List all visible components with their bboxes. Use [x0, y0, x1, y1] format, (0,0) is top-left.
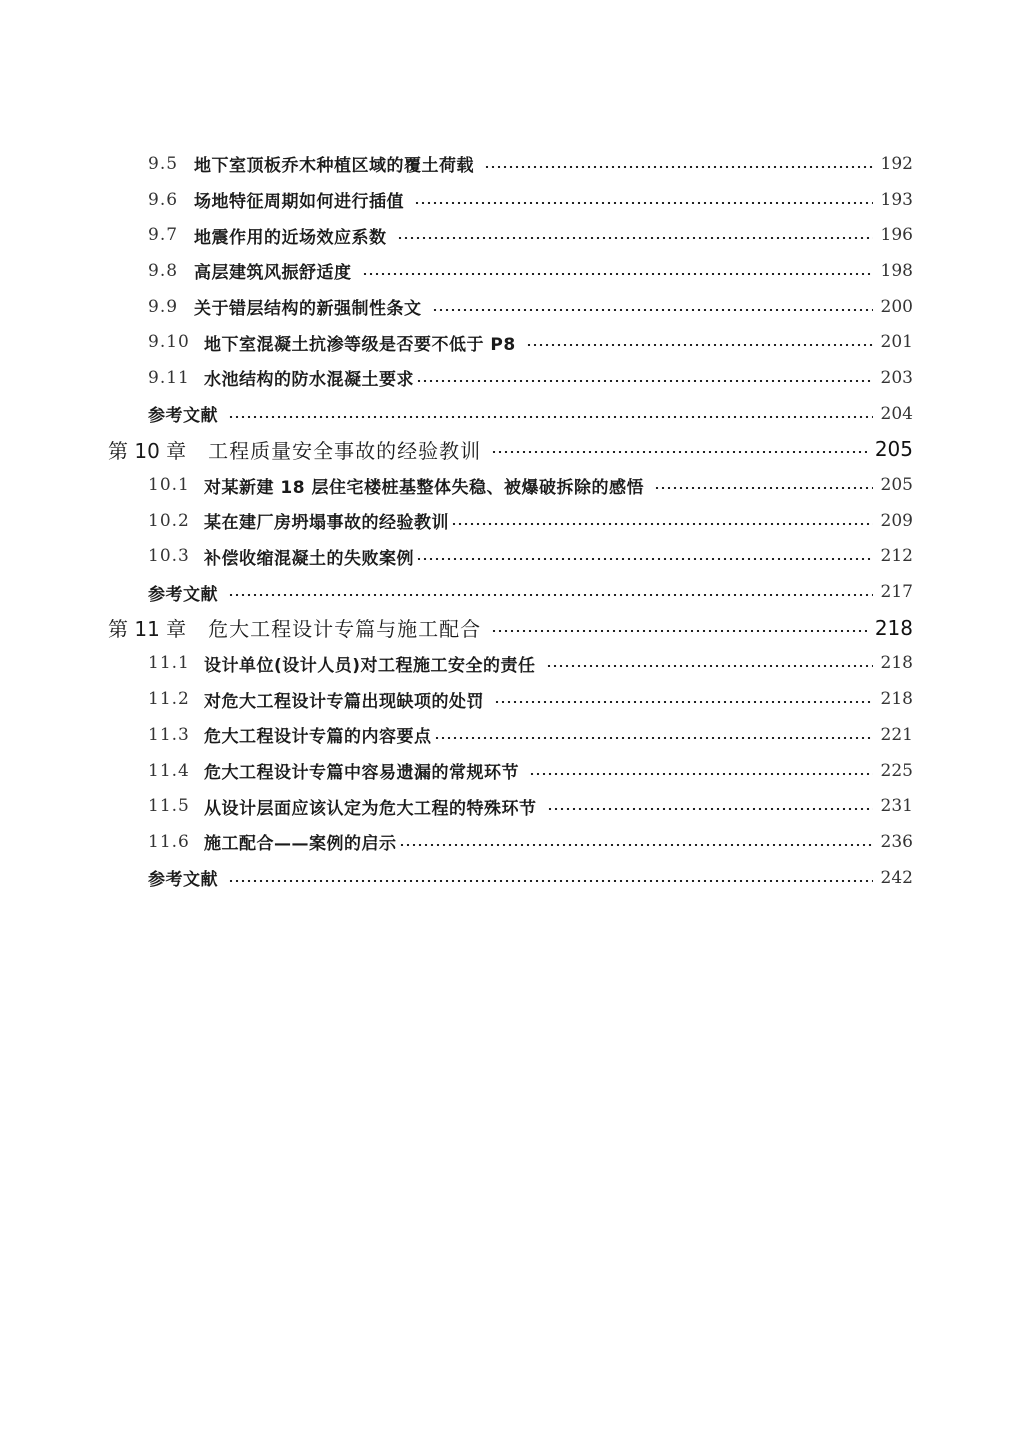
- section-number: 11.3: [148, 724, 190, 745]
- page-number: 217: [880, 582, 913, 603]
- dot-leader: [491, 630, 867, 632]
- toc-entry[interactable]: [0, 253, 1031, 289]
- references-title: 参考文献: [148, 406, 218, 427]
- section-number: 9.10: [148, 332, 190, 353]
- toc-entry[interactable]: [0, 360, 1031, 396]
- section-title: 某在建厂房坍塌事故的经验教训: [204, 513, 449, 534]
- section-title: 设计单位(设计人员)对工程施工安全的责任: [204, 655, 536, 676]
- section-title: 高层建筑风振舒适度: [194, 263, 352, 284]
- section-number: 9.9: [148, 296, 179, 317]
- section-title: 补偿收缩混凝土的失败案例: [204, 548, 414, 569]
- toc-entry[interactable]: [0, 467, 1031, 503]
- page-number: 242: [880, 867, 913, 888]
- dot-leader: [228, 594, 873, 596]
- section-number: 9.8: [148, 260, 179, 281]
- toc-chapter-entry[interactable]: [0, 610, 1031, 646]
- dot-leader: [526, 344, 873, 346]
- table-of-contents: [0, 146, 1031, 895]
- dot-leader: [546, 665, 873, 667]
- section-title: 危大工程设计专篇的内容要点: [204, 727, 432, 748]
- page-number: 225: [880, 760, 913, 781]
- section-title: 从设计层面应该认定为危大工程的特殊环节: [204, 798, 537, 819]
- section-number: 9.7: [148, 225, 179, 246]
- section-title: 地震作用的近场效应系数: [194, 227, 387, 248]
- section-title: 施工配合——案例的启示: [204, 834, 397, 855]
- dot-leader: [228, 416, 873, 418]
- dot-leader: [399, 844, 873, 846]
- toc-entry[interactable]: [0, 539, 1031, 575]
- dot-leader: [654, 487, 873, 489]
- toc-entry-references[interactable]: [0, 574, 1031, 610]
- section-title: 关于错层结构的新强制性条文: [194, 299, 422, 320]
- chapter-title: 危大工程设计专篇与施工配合: [208, 617, 482, 642]
- dot-leader: [484, 166, 873, 168]
- toc-entry-references[interactable]: [0, 860, 1031, 896]
- section-number: 10.1: [148, 475, 190, 496]
- toc-entry[interactable]: [0, 788, 1031, 824]
- section-number: 11.5: [148, 796, 190, 817]
- references-title: 参考文献: [148, 870, 218, 891]
- page-number: 218: [880, 689, 913, 710]
- section-title: 场地特征周期如何进行插值: [194, 192, 404, 213]
- dot-leader: [414, 202, 873, 204]
- toc-entry[interactable]: [0, 182, 1031, 218]
- page-number: 205: [880, 475, 913, 496]
- chapter-number: 第 10 章: [108, 438, 187, 463]
- page-number: 231: [880, 796, 913, 817]
- toc-entry[interactable]: [0, 324, 1031, 360]
- section-number: 11.1: [148, 653, 190, 674]
- dot-leader: [432, 309, 873, 311]
- dot-leader: [416, 380, 873, 382]
- page-number: 204: [880, 403, 913, 424]
- section-title: 危大工程设计专篇中容易遗漏的常规环节: [204, 763, 519, 784]
- toc-entry[interactable]: [0, 503, 1031, 539]
- page-number: 205: [874, 437, 913, 462]
- toc-entry[interactable]: [0, 681, 1031, 717]
- page-number: 200: [880, 296, 913, 317]
- section-number: 9.6: [148, 189, 179, 210]
- page-number: 196: [880, 225, 913, 246]
- toc-entry-references[interactable]: [0, 396, 1031, 432]
- dot-leader: [434, 737, 873, 739]
- page-number: 218: [880, 653, 913, 674]
- page-number: 201: [880, 332, 913, 353]
- page-number: 193: [880, 189, 913, 210]
- page-number: 212: [880, 546, 913, 567]
- references-title: 参考文献: [148, 584, 218, 605]
- chapter-title: 工程质量安全事故的经验教训: [208, 438, 482, 463]
- page-number: 209: [880, 510, 913, 531]
- section-title: 对危大工程设计专篇出现缺项的处罚: [204, 691, 484, 712]
- dot-leader: [228, 880, 873, 882]
- dot-leader: [451, 523, 873, 525]
- chapter-number: 第 11 章: [108, 617, 187, 642]
- dot-leader: [416, 558, 873, 560]
- section-number: 11.4: [148, 760, 190, 781]
- toc-entry[interactable]: [0, 146, 1031, 182]
- section-number: 9.5: [148, 153, 179, 174]
- section-title: 水池结构的防水混凝土要求: [204, 370, 414, 391]
- dot-leader: [397, 237, 873, 239]
- page-number: 236: [880, 831, 913, 852]
- section-title: 地下室混凝土抗渗等级是否要不低于 P8: [204, 334, 516, 355]
- page-number: 221: [880, 724, 913, 745]
- dot-leader: [362, 273, 873, 275]
- page-number: 203: [880, 367, 913, 388]
- dot-leader: [547, 808, 873, 810]
- section-number: 9.11: [148, 367, 190, 388]
- toc-entry[interactable]: [0, 217, 1031, 253]
- toc-entry[interactable]: [0, 646, 1031, 682]
- section-number: 10.3: [148, 546, 190, 567]
- page-number: 218: [874, 615, 913, 640]
- toc-entry[interactable]: [0, 717, 1031, 753]
- section-title: 对某新建 18 层住宅楼桩基整体失稳、被爆破拆除的感悟: [204, 477, 644, 498]
- page-number: 198: [880, 260, 913, 281]
- dot-leader: [494, 701, 873, 703]
- dot-leader: [529, 773, 873, 775]
- toc-entry[interactable]: [0, 289, 1031, 325]
- section-number: 10.2: [148, 510, 190, 531]
- toc-entry[interactable]: [0, 753, 1031, 789]
- toc-chapter-entry[interactable]: [0, 432, 1031, 468]
- section-number: 11.6: [148, 831, 190, 852]
- dot-leader: [491, 451, 867, 453]
- toc-entry[interactable]: [0, 824, 1031, 860]
- page-number: 192: [880, 153, 913, 174]
- section-title: 地下室顶板乔木种植区域的覆土荷载: [194, 156, 474, 177]
- section-number: 11.2: [148, 689, 190, 710]
